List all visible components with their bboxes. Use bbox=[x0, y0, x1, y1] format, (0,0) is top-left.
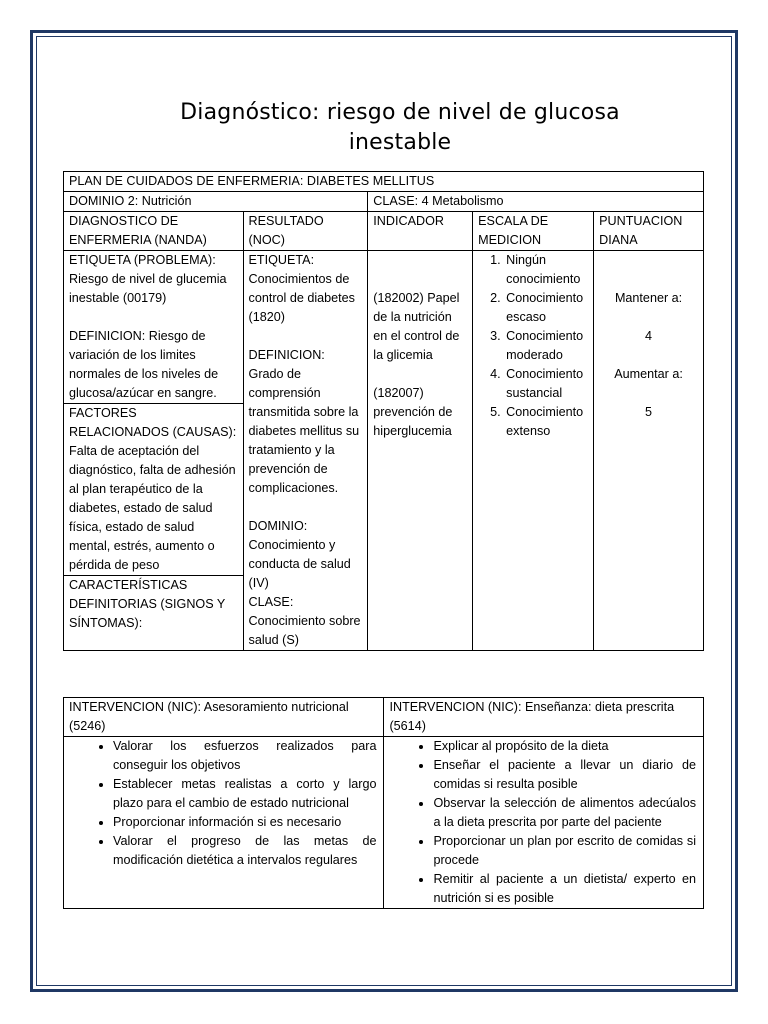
nic-left-item: • Proporcionar información si es necesario bbox=[113, 813, 378, 832]
aumentar-label: Aumentar a: bbox=[614, 367, 683, 381]
nic-right-item: • Proporcionar un plan por escrito de comidas si procede bbox=[433, 832, 698, 870]
page-title: Diagnóstico: riesgo de nivel de glucosa inestable bbox=[180, 100, 620, 155]
col-header-indicador: INDICADOR bbox=[368, 212, 473, 251]
care-plan-body-row bbox=[64, 251, 704, 651]
noc-dominio-text: Conocimiento y conducta de salud (IV) bbox=[248, 538, 351, 590]
mantener-label: Mantener a: bbox=[614, 291, 683, 305]
domain-cell: DOMINIO 2: Nutrición bbox=[64, 192, 368, 212]
escala-item: 3. Conocimiento moderado bbox=[504, 327, 588, 365]
nic-right-item: • Observar la selección de alimentos adecúalos a la dieta prescrita por parte del paciente bbox=[433, 794, 698, 832]
nic-left-cell bbox=[64, 737, 384, 909]
care-plan-table bbox=[63, 171, 704, 651]
nic-right-list bbox=[389, 737, 698, 908]
noc-cell bbox=[243, 251, 368, 651]
col-header-escala: ESCALA DE MEDICION bbox=[473, 212, 594, 251]
nic-right-cell bbox=[384, 737, 704, 909]
aumentar-value: 5 bbox=[645, 405, 653, 419]
escala-cell bbox=[473, 251, 594, 651]
noc-definicion-label: DEFINICION: bbox=[248, 348, 325, 362]
indicador-cell bbox=[368, 251, 473, 651]
nic-right-item: • Remitir al paciente a un dietista/ experto en nutrición si es posible bbox=[433, 870, 698, 908]
col-header-diagnostico: DIAGNOSTICO DE ENFERMERIA (NANDA) bbox=[64, 212, 244, 251]
nic-left-item: • Valorar el progreso de las metas de modificación dietética a intervalos regulares bbox=[113, 832, 378, 870]
nic-left-item: • Establecer metas realistas a corto y largo plazo para el cambio de estado nutricional bbox=[113, 775, 378, 813]
escala-item: 5. Conocimiento extenso bbox=[504, 403, 588, 441]
nic-left-list bbox=[69, 737, 378, 870]
care-plan-header-row bbox=[64, 172, 704, 192]
column-header-row bbox=[64, 212, 704, 251]
nic-table bbox=[63, 697, 704, 909]
care-plan-header: PLAN DE CUIDADOS DE ENFERMERIA: DIABETES MELLITUS bbox=[64, 172, 704, 192]
nic-right-item: • Explicar al propósito de la dieta bbox=[433, 737, 698, 756]
nic-body-row bbox=[64, 737, 704, 909]
escala-item: 4. Conocimiento sustancial bbox=[504, 365, 588, 403]
col-header-resultado: RESULTADO (NOC) bbox=[243, 212, 368, 251]
noc-dominio-label: DOMINIO: bbox=[248, 519, 308, 533]
factores-label: FACTORES RELACIONADOS (CAUSAS): bbox=[69, 406, 237, 439]
nic-right-header: INTERVENCION (NIC): Enseñanza: dieta prescrita (5614) bbox=[384, 698, 704, 737]
indicador-item: (182002) Papel de la nutrición en el control de la glicemia bbox=[373, 291, 460, 362]
puntuacion-cell bbox=[594, 251, 704, 651]
definicion-text: DEFINICION: Riesgo de variación de los limites normales de los niveles de glucosa/azúcar en sangre. bbox=[69, 329, 219, 400]
noc-etiqueta-text: Conocimientos de control de diabetes (1820) bbox=[248, 272, 355, 324]
noc-etiqueta-label: ETIQUETA: bbox=[248, 253, 315, 267]
etiqueta-label: ETIQUETA (PROBLEMA): bbox=[69, 253, 216, 267]
noc-clase-text: Conocimiento sobre salud (S) bbox=[248, 614, 361, 647]
escala-item: 2. Conocimiento escaso bbox=[504, 289, 588, 327]
nic-left-header: INTERVENCION (NIC): Asesoramiento nutricional (5246) bbox=[64, 698, 384, 737]
class-cell: CLASE: 4 Metabolismo bbox=[368, 192, 704, 212]
noc-clase-label: CLASE: bbox=[248, 595, 294, 609]
diagnosis-cell bbox=[64, 251, 244, 651]
etiqueta-text: Riesgo de nivel de glucemia inestable (00179) bbox=[69, 272, 227, 305]
domain-row bbox=[64, 192, 704, 212]
noc-definicion-text: Grado de comprensión transmitida sobre la diabetes mellitus su tratamiento y la prevención de complicaciones. bbox=[248, 367, 360, 495]
indicador-item: (182007) prevención de hiperglucemia bbox=[373, 386, 453, 438]
escala-item: 1. Ningún conocimiento bbox=[504, 251, 588, 289]
nic-left-item: • Valorar los esfuerzos realizados para conseguir los objetivos bbox=[113, 737, 378, 775]
escala-list bbox=[478, 251, 588, 441]
col-header-puntuacion: PUNTUACION DIANA bbox=[594, 212, 704, 251]
mantener-value: 4 bbox=[645, 329, 653, 343]
nic-right-item: • Enseñar el paciente a llevar un diario de comidas si resulta posible bbox=[433, 756, 698, 794]
nic-header-row bbox=[64, 698, 704, 737]
caracteristicas-label: CARACTERÍSTICAS DEFINITORIAS (SIGNOS Y SÍNTOMAS): bbox=[69, 578, 226, 630]
factores-text: Falta de aceptación del diagnóstico, falta de adhesión al plan terapéutico de la diabetes, estado de salud física, estado de salud mental, estrés, aumento o pérdida de peso bbox=[69, 444, 236, 572]
